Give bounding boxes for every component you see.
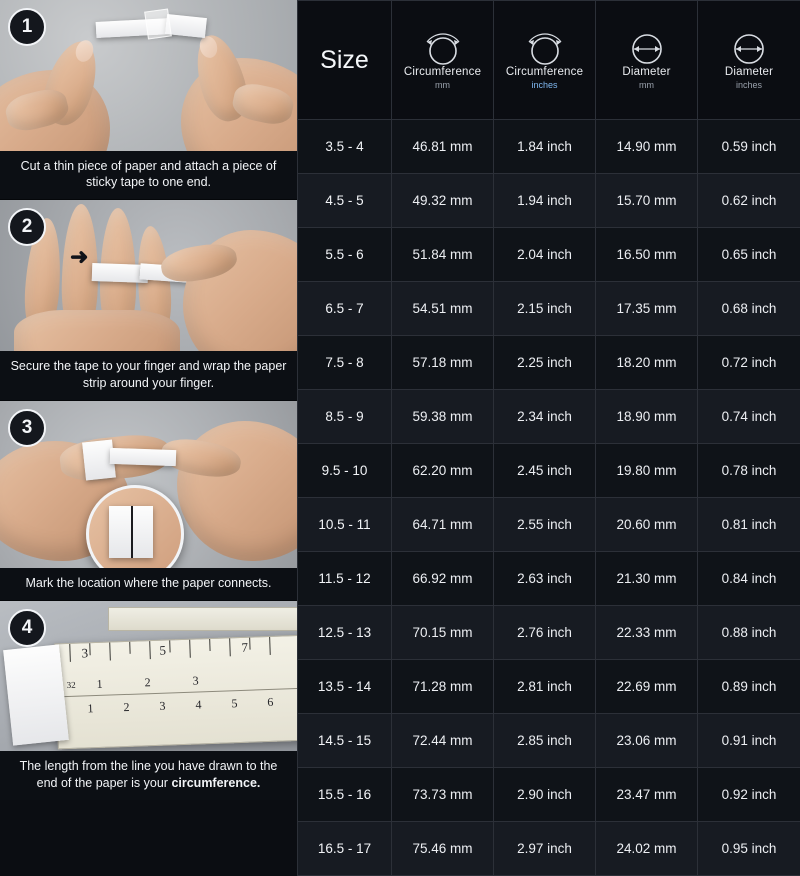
cell-circ-mm: 66.92 mm bbox=[392, 552, 494, 606]
cell-circ-mm: 62.20 mm bbox=[392, 444, 494, 498]
step-4-caption-text: The length from the line you have drawn to the end of the paper is your bbox=[20, 759, 278, 790]
secondary-ruler bbox=[108, 607, 297, 631]
table-row bbox=[298, 660, 800, 714]
ring-diameter-icon bbox=[700, 30, 798, 66]
cell-dia-in: 0.88 inch bbox=[698, 606, 800, 660]
cell-circ-in: 2.97 inch bbox=[494, 822, 596, 876]
cell-dia-in: 0.81 inch bbox=[698, 498, 800, 552]
cell-circ-in: 1.84 inch bbox=[494, 120, 596, 174]
cell-circ-mm: 64.71 mm bbox=[392, 498, 494, 552]
column-header-circumference-mm-label: Circumference bbox=[394, 66, 491, 78]
ruler bbox=[54, 634, 297, 749]
cell-dia-mm: 15.70 mm bbox=[596, 174, 698, 228]
cell-circ-mm: 70.15 mm bbox=[392, 606, 494, 660]
table-row bbox=[298, 714, 800, 768]
table-row bbox=[298, 282, 800, 336]
measured-paper-strip bbox=[3, 644, 69, 745]
cell-size: 15.5 - 16 bbox=[298, 768, 392, 822]
step-1 bbox=[0, 0, 297, 200]
cell-size: 4.5 - 5 bbox=[298, 174, 392, 228]
ring-size-table bbox=[297, 0, 800, 876]
table-row bbox=[298, 768, 800, 822]
ruler-bottom-number: 4 bbox=[195, 697, 202, 712]
table-row bbox=[298, 228, 800, 282]
cell-circ-in: 2.34 inch bbox=[494, 390, 596, 444]
wrap-direction-arrow-icon: ➜ bbox=[70, 246, 88, 268]
ring-circumference-icon bbox=[496, 30, 593, 66]
ruler-tick bbox=[129, 642, 130, 654]
step-1-caption: Cut a thin piece of paper and attach a piece of sticky tape to one end. bbox=[0, 151, 297, 200]
cell-circ-mm: 72.44 mm bbox=[392, 714, 494, 768]
table-row bbox=[298, 606, 800, 660]
ring-circumference-icon bbox=[394, 30, 491, 66]
step-4-caption bbox=[0, 751, 297, 800]
cell-circ-in: 2.45 inch bbox=[494, 444, 596, 498]
cell-dia-mm: 22.69 mm bbox=[596, 660, 698, 714]
ruler-tick bbox=[209, 639, 210, 651]
column-header-diameter-inches-label: Diameter bbox=[700, 66, 798, 78]
cell-size: 8.5 - 9 bbox=[298, 390, 392, 444]
cell-circ-mm: 75.46 mm bbox=[392, 822, 494, 876]
step-4-number: 4 bbox=[8, 609, 46, 647]
ruler-inner-number: 1 bbox=[96, 677, 103, 692]
step-2 bbox=[0, 200, 297, 400]
ruler-tick bbox=[89, 643, 90, 655]
cell-circ-in: 1.94 inch bbox=[494, 174, 596, 228]
cell-dia-mm: 20.60 mm bbox=[596, 498, 698, 552]
cell-dia-mm: 16.50 mm bbox=[596, 228, 698, 282]
step-4-caption-emphasis: circumference. bbox=[171, 776, 260, 790]
cell-dia-mm: 14.90 mm bbox=[596, 120, 698, 174]
column-header-circumference-inches-unit: inches bbox=[496, 80, 593, 90]
cell-dia-in: 0.59 inch bbox=[698, 120, 800, 174]
sticky-tape bbox=[144, 8, 172, 39]
ruler-top-number: 5 bbox=[159, 642, 166, 658]
column-header-diameter-inches-unit: inches bbox=[700, 80, 798, 90]
ruler-tick bbox=[109, 642, 111, 660]
cell-dia-in: 0.91 inch bbox=[698, 714, 800, 768]
cell-size: 10.5 - 11 bbox=[298, 498, 392, 552]
cell-dia-mm: 24.02 mm bbox=[596, 822, 698, 876]
step-2-number: 2 bbox=[8, 208, 46, 246]
cell-dia-in: 0.95 inch bbox=[698, 822, 800, 876]
table-row bbox=[298, 120, 800, 174]
step-3-caption: Mark the location where the paper connects. bbox=[0, 568, 297, 600]
mark-line bbox=[131, 506, 133, 558]
cell-circ-in: 2.81 inch bbox=[494, 660, 596, 714]
ring-size-table-wrap bbox=[297, 0, 800, 800]
cell-size: 9.5 - 10 bbox=[298, 444, 392, 498]
cell-dia-in: 0.72 inch bbox=[698, 336, 800, 390]
column-header-diameter-mm-unit: mm bbox=[598, 80, 695, 90]
step-2-caption: Secure the tape to your finger and wrap the paper strip around your finger. bbox=[0, 351, 297, 400]
ruler-fraction-label: 32 bbox=[67, 679, 76, 689]
column-header-circumference-inches bbox=[494, 1, 596, 120]
paper-tail-3 bbox=[110, 447, 177, 465]
table-row bbox=[298, 444, 800, 498]
cell-circ-in: 2.85 inch bbox=[494, 714, 596, 768]
cell-circ-mm: 46.81 mm bbox=[392, 120, 494, 174]
column-header-diameter-mm bbox=[596, 1, 698, 120]
cell-dia-in: 0.89 inch bbox=[698, 660, 800, 714]
cell-dia-in: 0.74 inch bbox=[698, 390, 800, 444]
ruler-tick bbox=[189, 639, 191, 657]
cell-circ-mm: 73.73 mm bbox=[392, 768, 494, 822]
ruler-tick bbox=[69, 644, 71, 662]
cell-dia-mm: 21.30 mm bbox=[596, 552, 698, 606]
cell-circ-mm: 71.28 mm bbox=[392, 660, 494, 714]
cell-circ-in: 2.04 inch bbox=[494, 228, 596, 282]
ruler-inner-number: 3 bbox=[192, 673, 199, 688]
cell-size: 3.5 - 4 bbox=[298, 120, 392, 174]
cell-circ-mm: 49.32 mm bbox=[392, 174, 494, 228]
cell-circ-mm: 51.84 mm bbox=[392, 228, 494, 282]
ruler-bottom-number: 1 bbox=[87, 701, 94, 716]
ruler-top-number: 7 bbox=[241, 639, 248, 655]
column-header-circumference-mm bbox=[392, 1, 494, 120]
cell-circ-in: 2.25 inch bbox=[494, 336, 596, 390]
cell-dia-in: 0.84 inch bbox=[698, 552, 800, 606]
cell-size: 12.5 - 13 bbox=[298, 606, 392, 660]
ruler-mid-line bbox=[57, 687, 297, 697]
table-row bbox=[298, 336, 800, 390]
step-3 bbox=[0, 401, 297, 601]
ruler-tick bbox=[249, 637, 250, 649]
table-row bbox=[298, 498, 800, 552]
cell-circ-in: 2.55 inch bbox=[494, 498, 596, 552]
cell-dia-mm: 22.33 mm bbox=[596, 606, 698, 660]
table-body bbox=[298, 120, 800, 876]
cell-size: 7.5 - 8 bbox=[298, 336, 392, 390]
column-header-size-label: Size bbox=[320, 46, 369, 74]
column-header-size bbox=[298, 1, 392, 120]
cell-dia-in: 0.92 inch bbox=[698, 768, 800, 822]
step-3-number: 3 bbox=[8, 409, 46, 447]
table-header bbox=[298, 1, 800, 120]
ruler-top-number: 3 bbox=[81, 645, 88, 661]
cell-dia-mm: 19.80 mm bbox=[596, 444, 698, 498]
table-row bbox=[298, 822, 800, 876]
table-row bbox=[298, 174, 800, 228]
cell-circ-mm: 57.18 mm bbox=[392, 336, 494, 390]
cell-size: 11.5 - 12 bbox=[298, 552, 392, 606]
ruler-tick bbox=[169, 640, 170, 652]
instruction-steps bbox=[0, 0, 297, 800]
cell-circ-mm: 59.38 mm bbox=[392, 390, 494, 444]
cell-dia-in: 0.68 inch bbox=[698, 282, 800, 336]
ruler-bottom-number: 2 bbox=[123, 700, 130, 715]
cell-dia-mm: 18.20 mm bbox=[596, 336, 698, 390]
column-header-diameter-mm-label: Diameter bbox=[598, 66, 695, 78]
cell-circ-in: 2.76 inch bbox=[494, 606, 596, 660]
ruler-tick bbox=[269, 637, 271, 655]
ring-diameter-icon bbox=[598, 30, 695, 66]
table-header-row bbox=[298, 1, 800, 120]
ruler-bottom-number: 6 bbox=[267, 695, 274, 710]
cell-circ-in: 2.90 inch bbox=[494, 768, 596, 822]
ruler-bottom-number: 5 bbox=[231, 696, 238, 711]
cell-dia-mm: 23.47 mm bbox=[596, 768, 698, 822]
cell-dia-mm: 18.90 mm bbox=[596, 390, 698, 444]
cell-dia-mm: 23.06 mm bbox=[596, 714, 698, 768]
step-1-number: 1 bbox=[8, 8, 46, 46]
ruler-tick bbox=[149, 641, 151, 659]
cell-dia-in: 0.62 inch bbox=[698, 174, 800, 228]
cell-dia-in: 0.65 inch bbox=[698, 228, 800, 282]
cell-size: 14.5 - 15 bbox=[298, 714, 392, 768]
cell-dia-in: 0.78 inch bbox=[698, 444, 800, 498]
cell-circ-in: 2.15 inch bbox=[494, 282, 596, 336]
cell-size: 13.5 - 14 bbox=[298, 660, 392, 714]
cell-circ-in: 2.63 inch bbox=[494, 552, 596, 606]
cell-size: 16.5 - 17 bbox=[298, 822, 392, 876]
ruler-tick bbox=[229, 638, 231, 656]
cell-size: 6.5 - 7 bbox=[298, 282, 392, 336]
column-header-circumference-mm-unit: mm bbox=[394, 80, 491, 90]
step-4 bbox=[0, 601, 297, 800]
cell-dia-mm: 17.35 mm bbox=[596, 282, 698, 336]
cell-size: 5.5 - 6 bbox=[298, 228, 392, 282]
table-row bbox=[298, 390, 800, 444]
ruler-inner-number: 2 bbox=[144, 675, 151, 690]
column-header-circumference-inches-label: Circumference bbox=[496, 66, 593, 78]
column-header-diameter-inches bbox=[698, 1, 800, 120]
table-row bbox=[298, 552, 800, 606]
cell-circ-mm: 54.51 mm bbox=[392, 282, 494, 336]
ruler-bottom-number: 3 bbox=[159, 698, 166, 713]
